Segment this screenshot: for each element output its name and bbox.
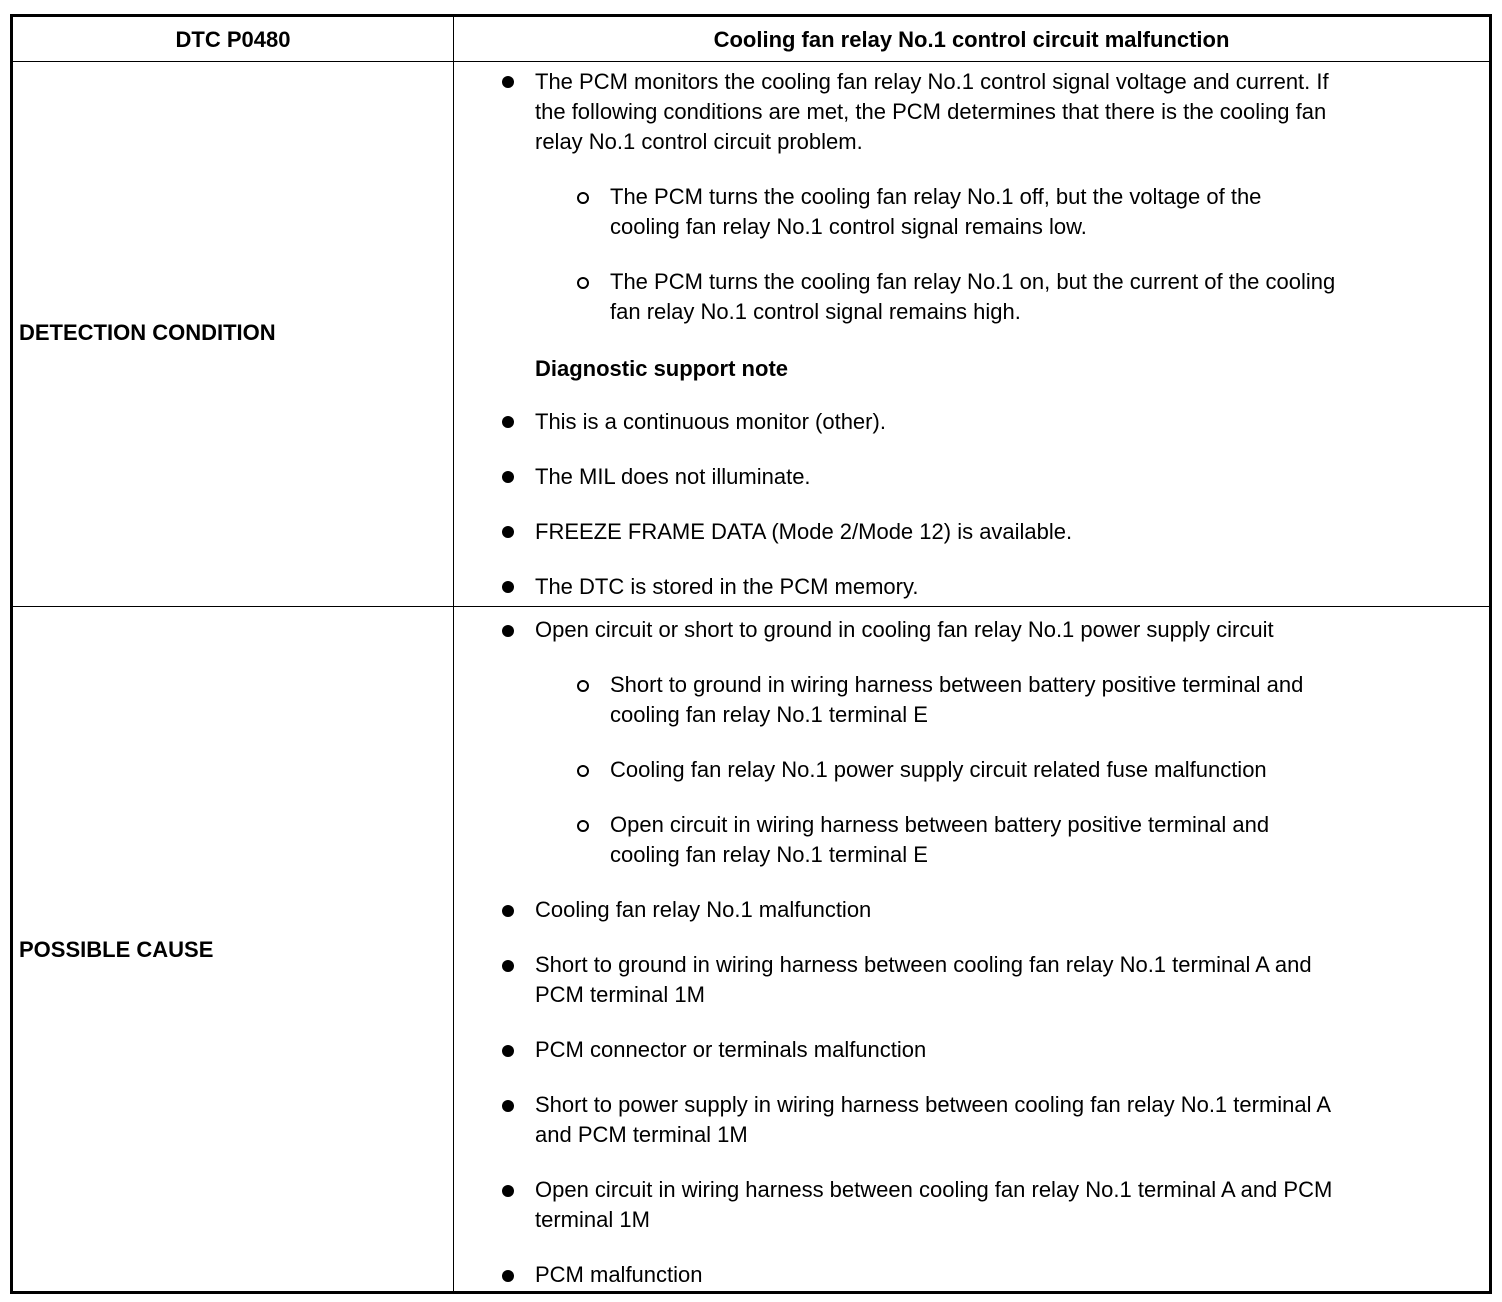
sub-bullet-icon	[577, 765, 589, 777]
detection-condition-row	[13, 62, 1489, 607]
bullet-icon	[502, 1270, 514, 1282]
bullet-icon	[502, 1045, 514, 1057]
cause-item: Open circuit or short to ground in cooling fan relay No.1 power supply circuit	[535, 617, 1274, 642]
cause-item-line2: PCM terminal 1M	[535, 982, 705, 1007]
cause-item: PCM connector or terminals malfunction	[535, 1037, 927, 1062]
detection-condition-label: DETECTION CONDITION	[19, 320, 276, 345]
header-title-cell	[454, 17, 1489, 61]
bullet-icon	[502, 1185, 514, 1197]
cause-content-cell	[454, 607, 1489, 1294]
possible-cause-label: POSSIBLE CAUSE	[19, 937, 214, 962]
bullet-icon	[502, 581, 514, 593]
detection-sub2-line2: fan relay No.1 control signal remains high.	[610, 299, 1021, 324]
sub-bullet-icon	[577, 820, 589, 832]
bullet-icon	[502, 1100, 514, 1112]
cause-item-line2: and PCM terminal 1M	[535, 1122, 748, 1147]
note-item: The DTC is stored in the PCM memory.	[535, 574, 919, 599]
cause-label-cell	[13, 607, 454, 1294]
bullet-icon	[502, 76, 514, 88]
cause-item: Cooling fan relay No.1 malfunction	[535, 897, 872, 922]
dtc-title: Cooling fan relay No.1 control circuit malfunction	[713, 27, 1230, 52]
cause-sub-item-line2: cooling fan relay No.1 terminal E	[610, 702, 928, 727]
detection-sub1-line1: The PCM turns the cooling fan relay No.1 off, but the voltage of the	[610, 184, 1262, 209]
detection-label-cell	[13, 62, 454, 606]
detection-sub2-line1: The PCM turns the cooling fan relay No.1 on, but the current of the cooling	[610, 269, 1336, 294]
header-code-cell	[13, 17, 454, 61]
sub-bullet-icon	[577, 680, 589, 692]
bullet-icon	[502, 905, 514, 917]
cause-item-line1: Short to power supply in wiring harness between cooling fan relay No.1 terminal A	[535, 1092, 1332, 1117]
detection-main-line2: the following conditions are met, the PCM determines that there is the cooling fan	[535, 99, 1327, 124]
bullet-icon	[502, 471, 514, 483]
cause-item-line1: Open circuit in wiring harness between cooling fan relay No.1 terminal A and PCM	[535, 1177, 1333, 1202]
cause-sub-item: Cooling fan relay No.1 power supply circuit related fuse malfunction	[610, 757, 1267, 782]
detection-content-cell	[454, 62, 1489, 606]
diagnostic-support-note-heading: Diagnostic support note	[535, 356, 788, 381]
bullet-icon	[502, 960, 514, 972]
cause-sub-item-line1: Short to ground in wiring harness between battery positive terminal and	[610, 672, 1304, 697]
possible-cause-row	[13, 607, 1489, 1294]
note-item: The MIL does not illuminate.	[535, 464, 811, 489]
cause-item-line2: terminal 1M	[535, 1207, 650, 1232]
detection-main-line3: relay No.1 control circuit problem.	[535, 129, 863, 154]
dtc-table	[10, 14, 1492, 1294]
table-header-row	[13, 17, 1489, 62]
cause-item-line1: Short to ground in wiring harness between cooling fan relay No.1 terminal A and	[535, 952, 1312, 977]
dtc-code: DTC P0480	[175, 27, 291, 52]
bullet-icon	[502, 416, 514, 428]
note-item: FREEZE FRAME DATA (Mode 2/Mode 12) is available.	[535, 519, 1073, 544]
bullet-icon	[502, 526, 514, 538]
sub-bullet-icon	[577, 277, 589, 289]
sub-bullet-icon	[577, 192, 589, 204]
cause-sub-item-line1: Open circuit in wiring harness between battery positive terminal and	[610, 812, 1270, 837]
note-item: This is a continuous monitor (other).	[535, 409, 886, 434]
cause-item: PCM malfunction	[535, 1262, 703, 1287]
bullet-icon	[502, 625, 514, 637]
detection-main-line1: The PCM monitors the cooling fan relay No.1 control signal voltage and current. If	[535, 69, 1329, 94]
cause-sub-item-line2: cooling fan relay No.1 terminal E	[610, 842, 928, 867]
detection-sub1-line2: cooling fan relay No.1 control signal remains low.	[610, 214, 1087, 239]
